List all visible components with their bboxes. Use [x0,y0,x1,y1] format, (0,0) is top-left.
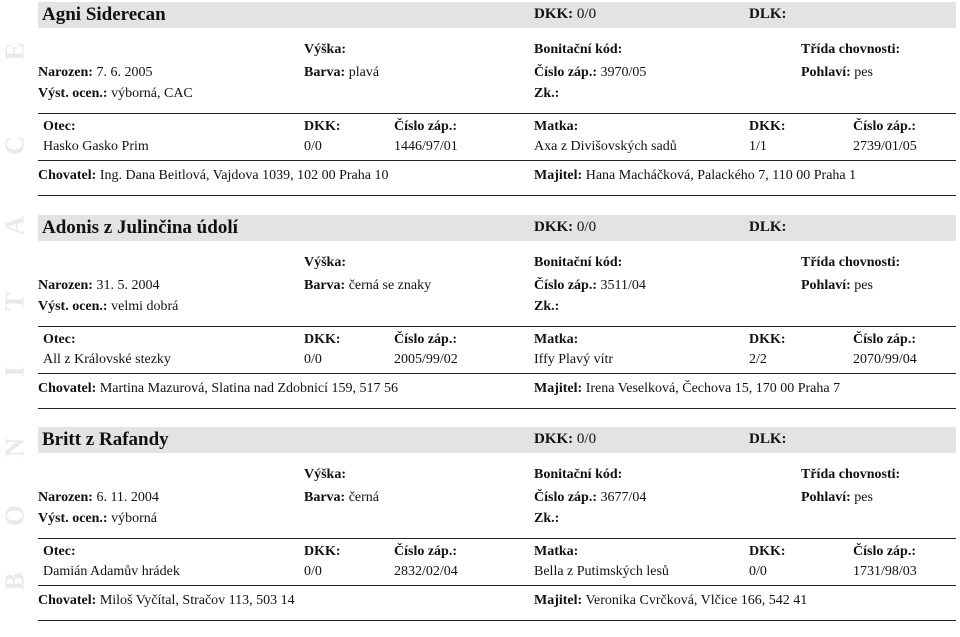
vyst-ocen-label: Výst. ocen.: [38,299,108,314]
side-letter: O [0,505,30,527]
cislo-zap-value: 3970/05 [600,65,647,80]
vyst-ocen-value: výborná, CAC [111,86,193,101]
chovatel-label: Chovatel: [38,381,97,396]
trida-label: Třída chovnosti: [801,255,901,270]
entry-divider [38,620,956,621]
barva-value: plavá [348,65,380,80]
divider [38,373,956,374]
matka-label: Matka: [534,544,579,559]
otec-cislo-label: Číslo záp.: [394,544,457,559]
barva-value: černá [348,490,380,505]
narozen-label: Narozen: [38,278,93,293]
majitel-value: Veronika Cvrčková, Vlčice 166, 542 41 [585,593,808,608]
matka-label: Matka: [534,332,579,347]
divider [38,326,956,327]
chovatel-value: Miloš Vyčítal, Stračov 113, 503 14 [99,593,295,608]
dkk-value: 0/0 [576,431,597,447]
otec-cislo: 2005/99/02 [394,352,458,367]
barva-label: Barva: [304,65,346,80]
bonitacni-kod-label: Bonitační kód: [534,42,623,57]
otec-name: All z Královské stezky [43,352,171,367]
side-letter: B [0,572,30,591]
otec-name: Damián Adamův hrádek [43,564,180,579]
matka-cislo-label: Číslo záp.: [853,119,916,134]
chovatel-value: Martina Mazurová, Slatina nad Zdobnicí 159, 517 56 [99,381,399,396]
zk-label: Zk.: [534,299,560,314]
otec-label: Otec: [43,544,76,559]
otec-cislo: 2832/02/04 [394,564,458,579]
entry-divider [38,408,956,409]
otec-cislo-label: Číslo záp.: [394,119,457,134]
side-letter: C [0,135,30,156]
dlk-label: DLK: [749,431,787,447]
vyska-label: Výška: [304,467,347,482]
narozen-label: Narozen: [38,65,93,80]
bonitacni-kod-label: Bonitační kód: [534,467,623,482]
dog-header [38,2,956,28]
matka-name: Iffy Plavý vítr [534,352,614,367]
matka-dkk-label: DKK: [749,119,786,134]
cislo-zap-value: 3677/04 [600,490,647,505]
narozen-label: Narozen: [38,490,93,505]
divider [38,113,956,114]
matka-name: Axa z Divišovských sadů [534,139,677,154]
vyska-label: Výška: [304,255,347,270]
matka-name: Bella z Putimských lesů [534,564,669,579]
dog-entry [38,215,958,425]
dog-header [38,215,956,241]
pohlavi-label: Pohlaví: [801,65,851,80]
cislo-zap-label: Číslo záp.: [534,65,597,80]
trida-label: Třída chovnosti: [801,467,901,482]
otec-dkk-label: DKK: [304,119,341,134]
matka-cislo: 1731/98/03 [853,564,917,579]
otec-dkk: 0/0 [304,139,322,154]
matka-dkk: 2/2 [749,352,767,367]
side-title [0,0,30,629]
cislo-zap-label: Číslo záp.: [534,490,597,505]
otec-cislo: 1446/97/01 [394,139,458,154]
side-letter: I [0,366,30,377]
vyst-ocen-value: velmi dobrá [111,299,179,314]
barva-label: Barva: [304,278,346,293]
parents-section [38,538,956,586]
parents-section [38,326,956,374]
dog-name: Britt z Rafandy [42,429,169,450]
narozen-value: 7. 6. 2005 [96,65,153,80]
otec-dkk: 0/0 [304,564,322,579]
vyst-ocen-label: Výst. ocen.: [38,511,108,526]
dog-name: Adonis z Julinčina údolí [42,217,238,238]
pohlavi-value: pes [854,65,873,80]
vyska-label: Výška: [304,42,347,57]
dkk-value: 0/0 [576,6,597,22]
cislo-zap-value: 3511/04 [600,278,646,293]
dog-entry [38,2,958,212]
otec-dkk-label: DKK: [304,332,341,347]
vyst-ocen-label: Výst. ocen.: [38,86,108,101]
otec-name: Hasko Gasko Prim [43,139,149,154]
vyst-ocen-value: výborná [111,511,157,526]
dkk-label: DKK: [534,6,574,22]
side-letter: E [0,42,30,61]
matka-cislo-label: Číslo záp.: [853,544,916,559]
otec-label: Otec: [43,332,76,347]
bonitacni-kod-label: Bonitační kód: [534,255,623,270]
side-letter: A [0,215,30,236]
majitel-label: Majitel: [534,381,583,396]
zk-label: Zk.: [534,86,560,101]
matka-dkk-label: DKK: [749,544,786,559]
entry-divider [38,195,956,196]
trida-label: Třída chovnosti: [801,42,901,57]
chovatel-value: Ing. Dana Beitlová, Vajdova 1039, 102 00 Praha 10 [99,168,389,183]
chovatel-label: Chovatel: [38,168,97,183]
matka-cislo-label: Číslo záp.: [853,332,916,347]
dog-name: Agni Siderecan [42,4,166,25]
pohlavi-value: pes [854,490,873,505]
dkk-value: 0/0 [576,219,597,235]
divider [38,160,956,161]
matka-label: Matka: [534,119,579,134]
chovatel-label: Chovatel: [38,593,97,608]
matka-dkk-label: DKK: [749,332,786,347]
matka-dkk: 1/1 [749,139,767,154]
dkk-label: DKK: [534,431,574,447]
narozen-value: 31. 5. 2004 [96,278,160,293]
otec-label: Otec: [43,119,76,134]
dog-entry [38,427,958,637]
divider [38,538,956,539]
narozen-value: 6. 11. 2004 [96,490,159,505]
majitel-label: Majitel: [534,168,583,183]
dlk-label: DLK: [749,219,787,235]
matka-cislo: 2070/99/04 [853,352,917,367]
dkk-label: DKK: [534,219,574,235]
zk-label: Zk.: [534,511,560,526]
matka-dkk: 0/0 [749,564,767,579]
pohlavi-label: Pohlaví: [801,278,851,293]
dlk-label: DLK: [749,6,787,22]
majitel-value: Hana Macháčková, Palackého 7, 110 00 Praha 1 [585,168,857,183]
majitel-label: Majitel: [534,593,583,608]
pohlavi-label: Pohlaví: [801,490,851,505]
majitel-value: Irena Veselková, Čechova 15, 170 00 Praha 7 [585,381,841,396]
barva-label: Barva: [304,490,346,505]
parents-section [38,113,956,161]
otec-cislo-label: Číslo záp.: [394,332,457,347]
divider [38,585,956,586]
side-letter: N [0,437,30,458]
dog-header [38,427,956,453]
otec-dkk: 0/0 [304,352,322,367]
matka-cislo: 2739/01/05 [853,139,917,154]
otec-dkk-label: DKK: [304,544,341,559]
side-letter: T [0,292,30,311]
pohlavi-value: pes [854,278,873,293]
barva-value: černá se znaky [348,278,432,293]
cislo-zap-label: Číslo záp.: [534,278,597,293]
